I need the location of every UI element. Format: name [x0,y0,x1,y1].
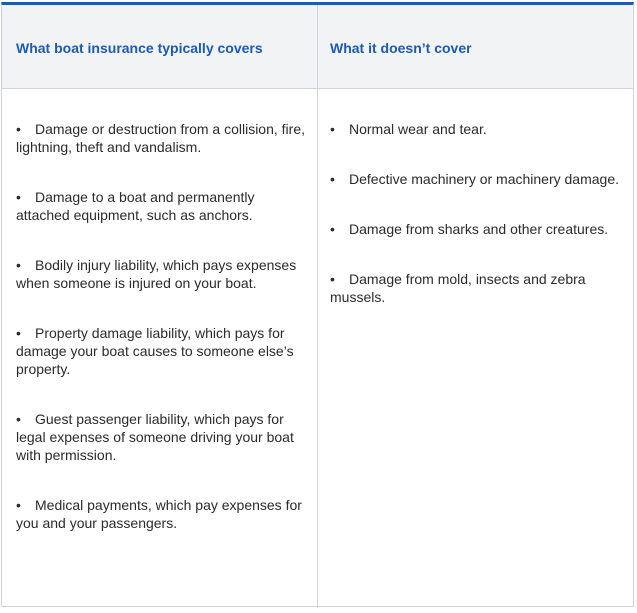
list-item [330,120,623,138]
bullet-icon: • [330,271,335,287]
header-not-covers: What it doesn’t cover [330,40,472,56]
bullet-icon: • [16,411,21,427]
coverage-table [1,2,634,607]
not-covers-column [318,89,633,608]
list-item [16,120,309,156]
list-item [16,256,309,292]
list-item-text: Medical payments, which pay expenses for you and your passengers. [16,497,302,531]
list-item [330,220,623,238]
list-item [16,324,309,378]
bullet-icon: • [16,189,21,205]
bullet-icon: • [16,121,21,137]
list-item-text: Damage from sharks and other creatures. [349,221,609,237]
bullet-icon: • [16,325,21,341]
bullet-icon: • [16,257,21,273]
table-header-row [2,5,633,89]
bullet-icon: • [330,171,335,187]
list-item-text: Damage or destruction from a collision, fire, lightning, theft and vandalism. [16,121,305,155]
header-covers: What boat insurance typically covers [2,5,318,88]
list-item [330,270,623,306]
list-item [16,410,309,464]
list-item [330,170,623,188]
list-item-text: Bodily injury liability, which pays expenses when someone is injured on your boat. [16,257,297,291]
bullet-icon: • [330,121,335,137]
list-item [16,188,309,224]
bullet-icon: • [16,497,21,513]
list-item-text: Property damage liability, which pays for damage your boat causes to someone else’s property. [16,325,294,377]
list-item-text: Damage to a boat and permanently attached equipment, such as anchors. [16,189,255,223]
list-item-text: Guest passenger liability, which pays for legal expenses of someone driving your boat with permission. [16,411,294,463]
bullet-icon: • [330,221,335,237]
list-item-text: Defective machinery or machinery damage. [349,171,620,187]
list-item-text: Damage from mold, insects and zebra mussels. [330,271,586,305]
table-body-row [2,89,633,608]
covers-column [2,89,318,608]
list-item [16,496,309,532]
list-item-text: Normal wear and tear. [349,121,487,137]
